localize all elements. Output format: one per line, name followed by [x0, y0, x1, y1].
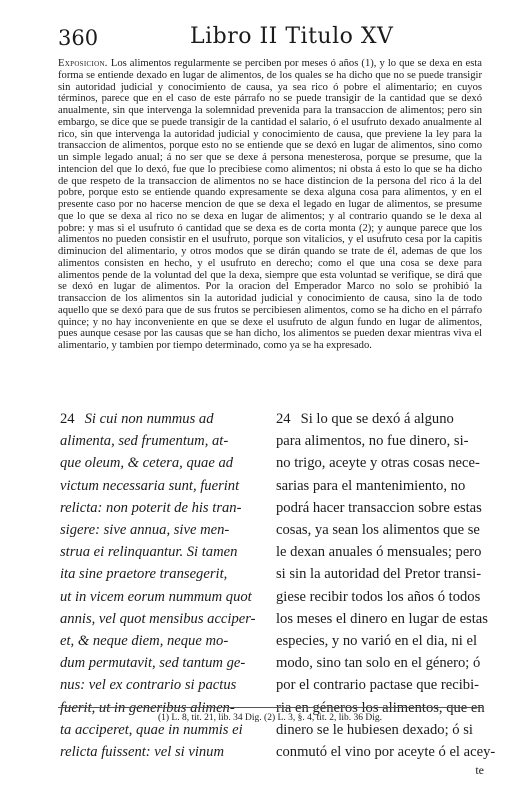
spanish-paragraph-number: 24: [276, 411, 291, 427]
spanish-line: cosas, ya sean los alimentos que se: [276, 522, 480, 539]
latin-line: que oleum, & cetera, quae ad: [60, 455, 234, 472]
latin-column: [60, 408, 260, 763]
latin-line-text: Si cui non nummus ad: [84, 411, 214, 427]
latin-line: annis, vel quot mensibus acciper-: [60, 610, 256, 627]
running-title: Libro II Titulo XV: [190, 24, 394, 49]
latin-paragraph-number: 24: [60, 411, 75, 427]
latin-line: ita sine praetore transegerit,: [60, 566, 228, 583]
spanish-line: sarias para el mantenimiento, no: [276, 477, 466, 494]
footnotes: (1) L. 8, tit. 21, lib. 34 Dig. (2) L. 3, §. 4, tit. 2, lib. 36 Dig.: [157, 713, 383, 723]
latin-line: nus: vel ex contrario si pactus: [60, 677, 237, 694]
spanish-line: no trigo, aceyte y otras cosas nece-: [276, 455, 480, 472]
latin-line: fuerit, ut in generibus alimen-: [60, 699, 235, 716]
exposicion-label: Exposicion.: [58, 58, 108, 69]
spanish-line: ria en géneros los alimentos, que en: [276, 699, 485, 716]
page-number: 360: [58, 26, 99, 50]
latin-line: et, & neque diem, neque mo-: [60, 633, 229, 650]
spanish-line: por el contrario pactase que recibi-: [276, 677, 479, 694]
page-header: [58, 24, 480, 56]
spanish-line: los meses el dinero en lugar de estas: [276, 610, 488, 627]
spanish-line-text: Si lo que se dexó á alguno: [300, 411, 454, 427]
latin-line: alimenta, sed frumentum, at-: [60, 433, 229, 450]
spanish-line: giese recibir todos los años ó todos: [276, 588, 481, 605]
spanish-line: dinero se le hubiesen dexado; ó si: [276, 721, 473, 738]
spanish-line: conmutó el vino por aceyte ó el acey-: [276, 744, 496, 761]
latin-line: ta acciperet, quae in nummis ei: [60, 721, 243, 738]
spanish-line: podrá hacer transaccion sobre estas: [276, 499, 482, 516]
latin-line: strua ei relinquantur. Si tamen: [60, 544, 238, 561]
spanish-line: le dexan anuales ó mensuales; pero: [276, 544, 482, 561]
latin-line: relicta: non poterit de his tran-: [60, 499, 242, 516]
spanish-line: [276, 408, 486, 430]
latin-line: sigere: sive annua, sive men-: [60, 522, 230, 539]
catchword: te: [475, 763, 484, 778]
spanish-line: especies, y no varió en el dia, ni el: [276, 633, 477, 650]
spanish-line: modo, sino tan solo en el género; ó: [276, 655, 481, 672]
latin-line: relicta fuissent: vel si vinum: [60, 744, 225, 761]
latin-line: ut in vicem eorum nummum quot: [60, 588, 252, 605]
latin-line: victum necessaria sunt, fuerint: [60, 477, 240, 494]
footnote-rule: [58, 707, 482, 708]
exposicion-paragraph: [58, 58, 482, 352]
exposicion-text: Los alimentos regularmente se perciben por meses ó años (1), y lo que se dexa en esta forma se entiende dexado en lugar de alimentos, de los quales se ha dicho que no se puede transigir sin autoridad judicial y conocimiento de causa, ya sea rico ó pobre el alimentario; en cuyos términos, parece que en el caso de este párrafo no se puede transigir de la cantidad que se dexó anualmente, sin que intervenga la solemnidad prevenida para la transaccion de alimentos; pero sin embargo, se dice que se puede transigir de la cantidad el salario, ó el usufruto dexado anualmente al rico, sin que intervenga la autoridad judicial y conocimiento de causa, que previene la ley para la transaccion de alimentos, porque esto no se entiende que se dexó en lugar de alimentos, sino como un simple legado anual; á no ser que se dexe á persona menesterosa, porque se presume, que la intencion del que lo dexó, fue que lo precibiese como alimentos; ni obsta á esto lo que se ha dicho de que respeto de la transaccion de alimentos no se hace distincion de la persona del rico á la del pobre, porque esto se entiende quando expresamente se dexa alguna cosa para alimentos, y en el presente caso por no hacerse mencion de que se dexa el legado en lugar de alimentos, se presume que lo que se dexa al rico no se dexa en lugar de alimentos; y al contrario quando se le dexa al pobre: y mas si el usufruto ó cantidad que se dexa es de corta monta (2); y aunque parece que los alimentos no pueden consistir en el usufruto, porque son vitalicios, y el usufruto cesa por la capitis diminucion del alimentario, y otros modos que se dirán quando se trate de él, ademas de que los alimentos consisten en hecho, y el usufruto en derecho; como el que una cosa se dexe para alimentos pende de la voluntad del que la dexa, siempre que esta voluntad se verifique, se dirá que se dexó en lugar de alimentos. Por la oracion del Emperador Marco no solo se prohibió la transaccion de los alimentos sin la autoridad judicial y conocimiento de causa, sino la de todo aquello que se dexó para que de sus frutos se percibiesen alimentos, como se ha dicho en el párrafo quince; y no hay inconveniente en que se dexe el usufruto de algun fundo en lugar de alimentos, pues aunque cesase por las causas que se han dicho, los alimentos se pueden dexar mientras viva el alimentario, y tambien por tiempo determinado, como ya se ha expresado.: [58, 58, 483, 351]
latin-line: dum permutavit, sed tantum ge-: [60, 655, 246, 672]
spanish-line: si sin la autoridad del Pretor transi-: [276, 566, 482, 583]
spanish-line: para alimentos, no fue dinero, si-: [276, 433, 469, 450]
latin-line: [60, 408, 260, 430]
